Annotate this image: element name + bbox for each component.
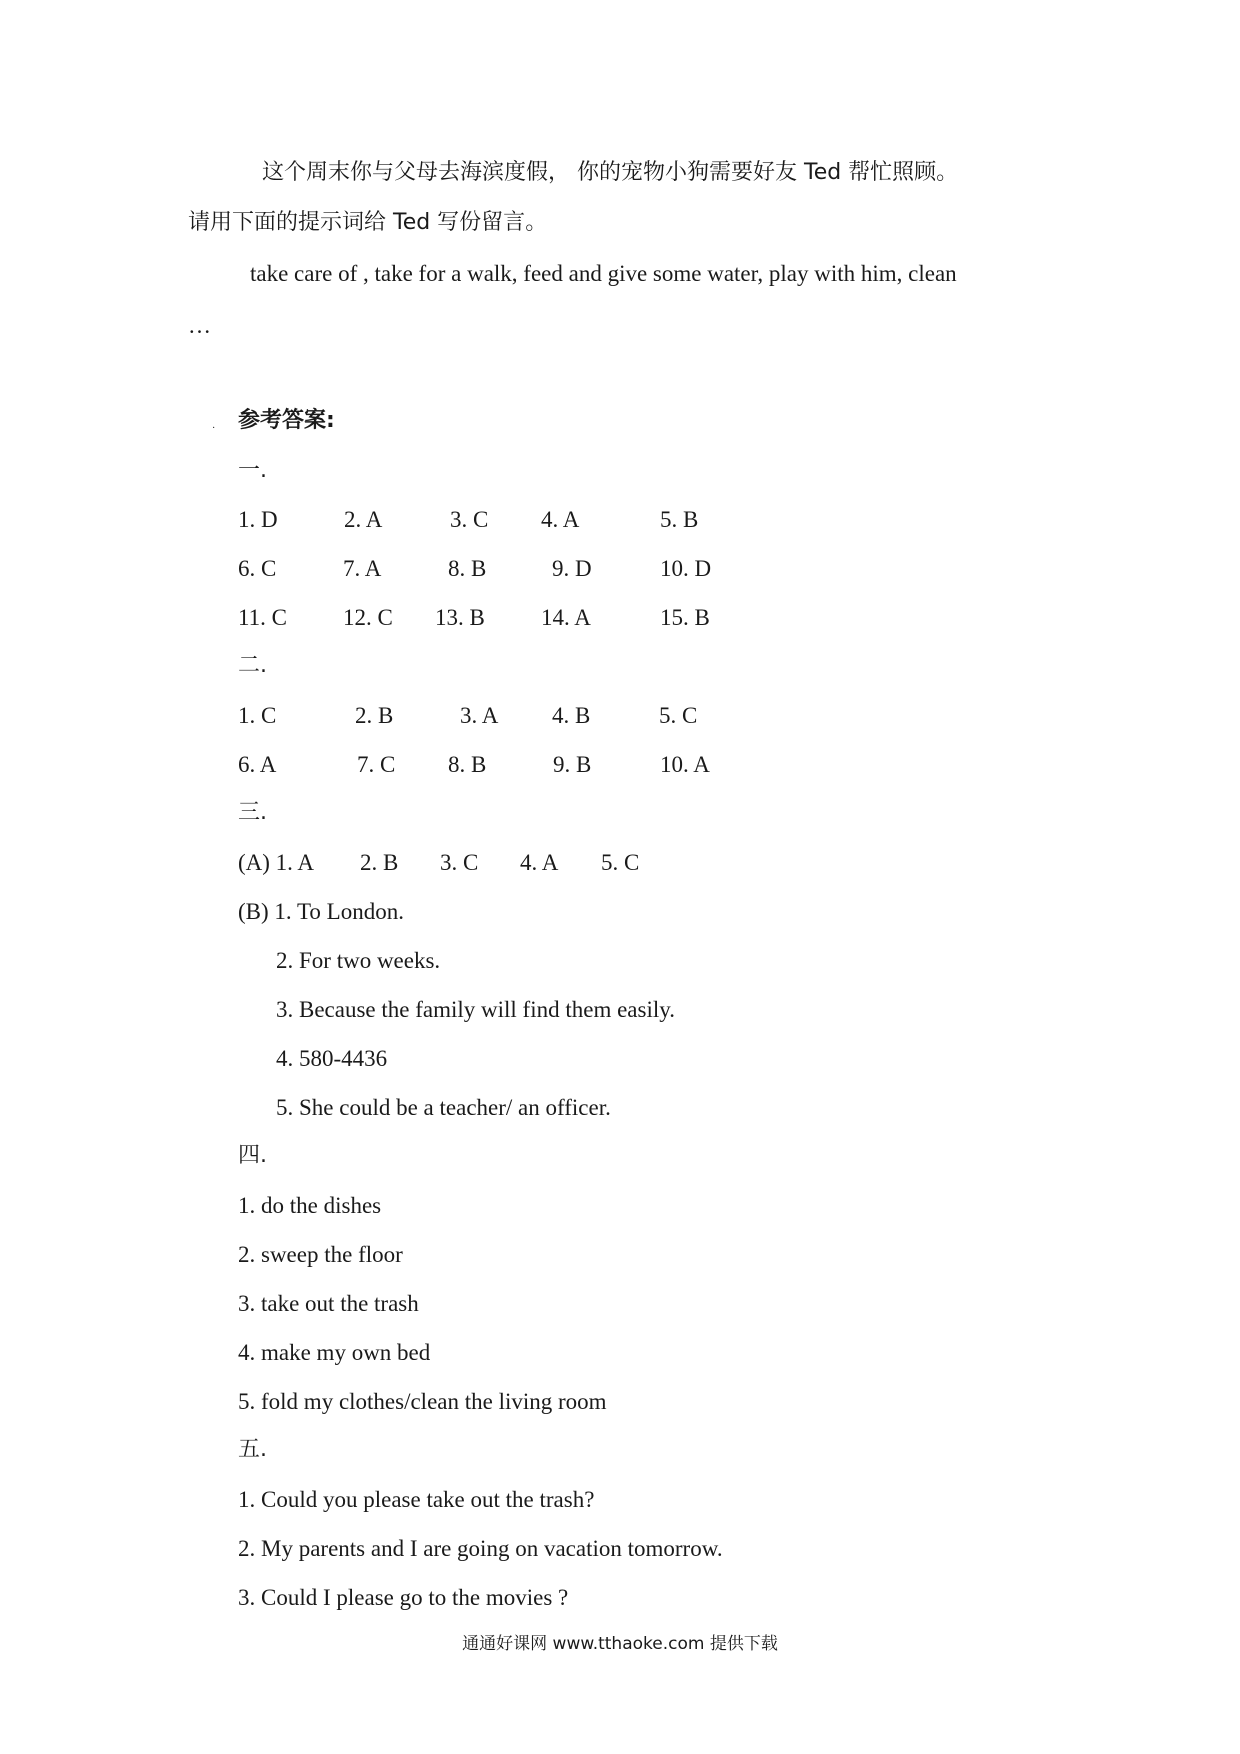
answer-item: 14. A	[541, 605, 591, 630]
answer-item: (A) 1. A	[238, 850, 315, 875]
answer-item: 3. C	[440, 850, 479, 875]
answer-item: 1. C	[238, 703, 277, 728]
answer-item: 1. D	[238, 507, 278, 532]
section-3-b-item-1: (B) 1. To London.	[238, 899, 404, 924]
section-1-label: 一.	[238, 458, 267, 483]
answers-heading: 参考答案:	[238, 408, 335, 433]
answer-item: 9. B	[553, 752, 592, 777]
answer-item: 4. A	[520, 850, 559, 875]
prompt-ellipsis: …	[188, 313, 211, 338]
answer-item: 10. A	[660, 752, 710, 777]
section-3-label: 三.	[238, 800, 267, 825]
stray-dot: ·	[212, 423, 216, 434]
answer-item: 7. A	[343, 556, 382, 581]
answer-item: 5. C	[659, 703, 698, 728]
section-5-item-2: 2. My parents and I are going on vacation tomorrow.	[238, 1536, 723, 1561]
answer-item: 10. D	[660, 556, 712, 581]
answer-item: 7. C	[357, 752, 396, 777]
answer-item: 2. B	[360, 850, 399, 875]
section-3-b-item-3: 3. Because the family will find them easily.	[276, 997, 675, 1022]
section-5-item-3: 3. Could I please go to the movies ?	[238, 1585, 569, 1610]
section-3-b-item-2: 2. For two weeks.	[276, 948, 441, 973]
answer-item: 12. C	[343, 605, 393, 630]
prompt-hints: take care of , take for a walk, feed and give some water, play with him, clean	[250, 261, 957, 286]
answer-item: 8. B	[448, 752, 487, 777]
section-4-label: 四.	[238, 1143, 267, 1168]
prompt-line-1: 这个周末你与父母去海滨度假， 你的宠物小狗需要好友 Ted 帮忙照顾。	[262, 160, 959, 185]
section-4-item-4: 4. make my own bed	[238, 1340, 431, 1365]
answer-item: 5. B	[660, 507, 699, 532]
section-2-label: 二.	[238, 653, 267, 678]
answer-item: 8. B	[448, 556, 487, 581]
answer-item: 6. A	[238, 752, 277, 777]
page-footer[interactable]: 通通好课网 www.tthaoke.com 提供下载	[462, 1634, 778, 1654]
section-4-item-2: 2. sweep the floor	[238, 1242, 403, 1267]
answer-item: 4. B	[552, 703, 591, 728]
section-5-label: 五.	[238, 1437, 267, 1462]
section-4-item-3: 3. take out the trash	[238, 1291, 419, 1316]
prompt-line-2: 请用下面的提示词给 Ted 写份留言。	[188, 210, 548, 235]
answer-item: 2. B	[355, 703, 394, 728]
answer-item: 11. C	[238, 605, 287, 630]
answer-item: 3. C	[450, 507, 489, 532]
answer-item: 5. C	[601, 850, 640, 875]
answer-item: 2. A	[344, 507, 383, 532]
answer-item: 4. A	[541, 507, 580, 532]
answer-item: 15. B	[660, 605, 710, 630]
section-3-b-item-5: 5. She could be a teacher/ an officer.	[276, 1095, 611, 1120]
answer-item: 3. A	[460, 703, 499, 728]
section-4-item-5: 5. fold my clothes/clean the living room	[238, 1389, 607, 1414]
section-5-item-1: 1. Could you please take out the trash?	[238, 1487, 595, 1512]
section-3-b-item-4: 4. 580-4436	[276, 1046, 388, 1071]
section-4-item-1: 1. do the dishes	[238, 1193, 382, 1218]
answer-item: 9. D	[552, 556, 592, 581]
answer-item: 6. C	[238, 556, 277, 581]
answer-item: 13. B	[435, 605, 485, 630]
